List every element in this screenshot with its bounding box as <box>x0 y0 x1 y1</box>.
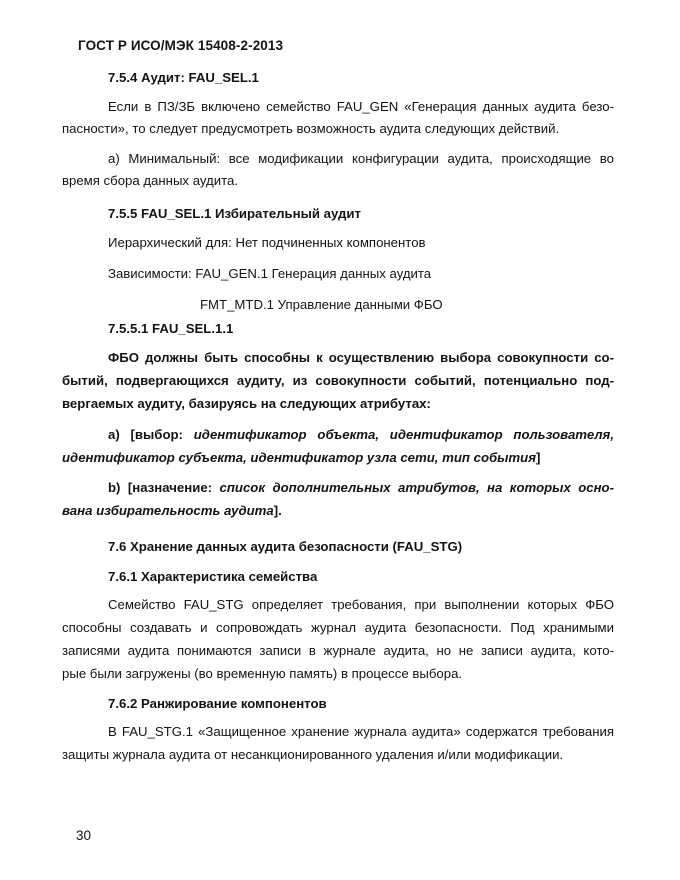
item-text: идентификатор объекта, идентификатор пользователя, <box>193 427 614 442</box>
paragraph-line: Семейство FAU_STG определяет требования, при выполнении которых ФБО <box>108 597 614 612</box>
list-item-b-continuation <box>62 503 282 519</box>
section-heading-7-6-2: 7.6.2 Ранжирование компонентов <box>108 696 327 711</box>
paragraph-line: бытий, подвергающихся аудиту, из совокупности событий, потенциально под- <box>62 373 614 388</box>
item-label: [назначение: <box>127 480 213 495</box>
section-heading-7-6: 7.6 Хранение данных аудита безопасности (FAU_STG) <box>108 539 463 554</box>
hierarchical-line: Иерархический для: Нет подчиненных компонентов <box>108 235 426 250</box>
paragraph-line: защиты журнала аудита от несанкционированного удаления и/или модификации. <box>62 747 564 762</box>
paragraph-line: а) Минимальный: все модификации конфигурации аудита, происходящие во <box>108 151 614 166</box>
section-heading-7-5-4: 7.5.4 Аудит: FAU_SEL.1 <box>108 70 259 85</box>
dependencies-line-2: FMT_MTD.1 Управление данными ФБО <box>200 297 443 312</box>
paragraph-line: записями аудита понимаются записи в журнале аудита, но не записи аудита, кото- <box>62 643 614 658</box>
list-item-a-continuation <box>62 450 540 466</box>
list-marker: а) <box>108 427 120 442</box>
item-text: список дополнительных атрибутов, на которых осно- <box>219 480 615 495</box>
list-marker: b) <box>108 480 121 495</box>
item-close: ] <box>535 450 541 465</box>
item-close: ]. <box>273 503 282 518</box>
item-text: вана избирательность аудита <box>62 503 274 518</box>
section-heading-7-5-5: 7.5.5 FAU_SEL.1 Избирательный аудит <box>108 206 361 221</box>
paragraph-line: рые были загружены (во временную память) в процессе выбора. <box>62 666 463 681</box>
page-number: 30 <box>76 828 92 843</box>
dependencies-line: Зависимости: FAU_GEN.1 Генерация данных аудита <box>108 266 432 281</box>
paragraph-line: способны создавать и сопровождать журнал аудита безопасности. Под хранимыми <box>62 620 614 635</box>
item-label: [выбор: <box>130 427 183 442</box>
document-header: ГОСТ Р ИСО/МЭК 15408-2-2013 <box>78 38 284 53</box>
paragraph-line: Если в ПЗ/ЗБ включено семейство FAU_GEN «Генерация данных аудита безо- <box>108 99 614 114</box>
paragraph-line: пасности», то следует предусмотреть возможность аудита следующих действий. <box>62 121 560 136</box>
item-text: идентификатор субъекта, идентификатор узла сети, тип события <box>62 450 536 465</box>
paragraph-line: ФБО должны быть способны к осуществлению выбора совокупности со- <box>108 350 614 365</box>
list-item-a <box>108 427 614 443</box>
paragraph-line: время сбора данных аудита. <box>62 173 238 188</box>
paragraph-line: В FAU_STG.1 «Защищенное хранение журнала аудита» содержатся требования <box>108 724 614 739</box>
paragraph-line: вергаемых аудиту, базируясь на следующих атрибутах: <box>62 396 431 411</box>
section-heading-7-6-1: 7.6.1 Характеристика семейства <box>108 569 318 584</box>
section-heading-7-5-5-1: 7.5.5.1 FAU_SEL.1.1 <box>108 321 234 336</box>
list-item-b <box>108 480 614 496</box>
